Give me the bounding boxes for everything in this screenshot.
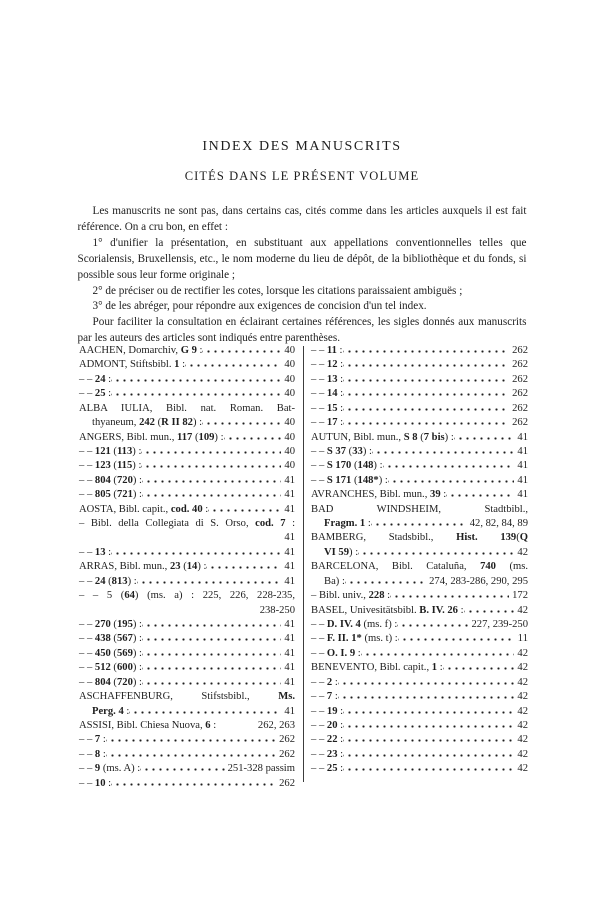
index-line: [79, 676, 295, 690]
index-line: [79, 560, 295, 574]
index-line: [79, 517, 295, 531]
page-number: 42: [517, 676, 528, 688]
page-number: 41: [284, 647, 295, 659]
entry-name: – – 7 :: [79, 734, 106, 746]
index-line: [311, 344, 528, 358]
page-number: 41: [284, 676, 295, 688]
dot-leader: [129, 705, 281, 714]
entry-name: – – 7 :: [311, 691, 338, 703]
dot-leader: [111, 387, 281, 396]
index-line: [311, 632, 528, 646]
dot-leader: [343, 762, 514, 771]
page-number: 11: [517, 633, 528, 645]
page-number: 40: [284, 373, 295, 385]
dot-leader: [142, 676, 281, 685]
page-number: 41: [284, 489, 295, 501]
dot-leader: [390, 589, 509, 598]
dot-leader: [343, 748, 514, 757]
index-line: [79, 474, 295, 488]
page-number: 41: [284, 561, 295, 573]
dot-leader: [142, 474, 281, 483]
index-line: [79, 358, 295, 372]
page-number: 40: [284, 445, 295, 457]
entry-name: – – 10 :: [79, 777, 112, 789]
entry-name: – – 24 :: [79, 373, 112, 385]
dot-leader: [343, 358, 509, 367]
page-number: 262: [279, 734, 295, 746]
dot-leader: [388, 474, 515, 483]
index-line: [79, 402, 295, 416]
entry-name: – – 8 :: [79, 748, 106, 760]
page-number: 262, 263: [257, 719, 295, 731]
index-line: [311, 546, 528, 560]
entry-name: Fragm. 1 :: [324, 518, 371, 530]
index-line: [79, 344, 295, 358]
index-line: [79, 459, 295, 473]
dot-leader: [111, 777, 276, 786]
entry-name: – – F. II. 1* (ms. t) :: [311, 633, 398, 645]
index-column-left: [79, 344, 295, 791]
entry-name: Perg. 4 :: [92, 705, 130, 717]
entry-name: VI 59) :: [324, 546, 359, 558]
page-number: 42: [517, 763, 528, 775]
dot-leader: [141, 445, 281, 454]
index-line: [311, 589, 528, 603]
entry-name: BARCELONA, Bibl. Cataluña, 740 (ms.: [311, 561, 528, 573]
entry-name: – Bibl. della Collegiata di S. Orso, cod. 7 :: [79, 518, 296, 530]
entry-name: AUTUN, Bibl. mun., S 8 (7 bis) :: [311, 431, 454, 443]
page-number: 274, 283-286, 290, 295: [429, 575, 528, 587]
dot-leader: [343, 344, 510, 353]
dot-leader: [343, 387, 509, 396]
page-number: 41: [517, 431, 528, 443]
index-line: [311, 387, 528, 401]
dot-leader: [142, 618, 281, 627]
entry-name: – – 23 :: [311, 748, 344, 760]
index-column-right: [311, 344, 528, 791]
index-line: [79, 661, 295, 675]
index-line: [311, 733, 528, 747]
page-number: 41: [284, 662, 295, 674]
index-line: [79, 589, 295, 603]
intro-paragraph: Pour faciliter la consultation en éclairant certaines références, les sigles donnés aux manuscrits par les auteurs des articles sont indiqués entre parenthèses.: [77, 316, 527, 345]
dot-leader: [338, 676, 515, 685]
page-number: 42: [517, 604, 528, 616]
index-line: [311, 474, 528, 488]
page-number: 251-328 passim: [227, 763, 295, 775]
entry-name: – – 25 :: [311, 763, 344, 775]
dot-leader: [371, 517, 467, 526]
entry-name: ARRAS, Bibl. mun., 23 (14) :: [79, 561, 207, 573]
dot-leader: [454, 431, 515, 440]
column-divider-rule: [303, 346, 304, 782]
page-number: 40: [284, 417, 295, 429]
index-line: [79, 762, 295, 776]
dot-leader: [106, 748, 276, 757]
index-line: [311, 618, 528, 632]
entry-name: BENEVENTO, Bibl. capit., 1 :: [311, 662, 443, 674]
entry-name: – – D. IV. 4 (ms. f) :: [311, 619, 398, 631]
page-number: 42: [517, 734, 528, 746]
entry-name: BASEL, Univesitätsbibl. B. IV. 26 :: [311, 604, 464, 616]
entry-name: – – 438 (567) :: [79, 633, 142, 645]
entry-name: ANGERS, Bibl. mun., 117 (109) :: [79, 431, 224, 443]
page-number: 40: [284, 345, 295, 356]
entry-name: – – 512 (600) :: [79, 662, 142, 674]
index-line: [311, 661, 528, 675]
entry-name: BAD WINDSHEIM, Stadtbibl.,: [311, 503, 528, 515]
page-number: 262: [512, 373, 528, 385]
entry-name: – – 121 (113) :: [79, 445, 142, 457]
dot-leader: [142, 647, 281, 656]
index-line: [311, 358, 528, 372]
page-number: 41: [284, 503, 295, 515]
index-line-page: 41: [284, 532, 295, 544]
entry-name: – – 5 (64) (ms. a) : 225, 226, 228-235,: [79, 590, 295, 602]
dot-leader: [137, 575, 282, 584]
entry-name: – – 20 :: [311, 719, 344, 731]
page-number: 41: [284, 575, 295, 587]
page-number: 41: [517, 474, 528, 486]
entry-name: – – 2 :: [311, 676, 338, 688]
index-line: [79, 647, 295, 661]
dot-leader: [464, 604, 515, 613]
dot-leader: [343, 416, 509, 425]
dot-leader: [343, 733, 514, 742]
index-line: [79, 690, 295, 704]
index-line: [311, 690, 528, 704]
page-number: 40: [284, 359, 295, 371]
dot-leader: [206, 560, 281, 569]
dot-leader: [106, 733, 276, 742]
dot-leader: [338, 690, 515, 699]
intro-paragraph: 3° de les abréger, pour répondre aux exigences de concision d'un tel index.: [92, 300, 427, 313]
page-number: 42, 82, 84, 89: [469, 518, 528, 530]
entry-name: – – 123 (115) :: [79, 460, 142, 472]
dot-leader: [142, 632, 281, 641]
dot-leader: [111, 373, 281, 382]
index-line: [311, 719, 528, 733]
index-line: [311, 517, 528, 531]
entry-name: – – S 170 (148) :: [311, 460, 383, 472]
page-number: 42: [517, 546, 528, 558]
page-number: 227, 239-250: [471, 619, 528, 631]
page-number: 41: [284, 474, 295, 486]
dot-leader: [111, 546, 281, 555]
entry-name: – – 11 :: [311, 345, 343, 356]
dot-leader: [140, 762, 224, 771]
dot-leader: [383, 459, 515, 468]
entry-name: – – 15 :: [311, 402, 344, 414]
entry-name: – – 804 (720) :: [79, 676, 142, 688]
entry-name: – – 19 :: [311, 705, 344, 717]
intro-paragraph: 2° de préciser ou de rectifier les cotes, lorsque les citations paraissaient ambiguës ;: [92, 284, 463, 297]
entry-name: ALBA IULIA, Bibl. nat. Roman. Bat-: [79, 402, 295, 414]
page-number: 41: [284, 546, 295, 558]
page-number: 41: [284, 619, 295, 631]
page-number: 41: [517, 489, 528, 501]
entry-name: ASSISI, Bibl. Chiesa Nuova, 6 :: [79, 719, 217, 731]
dot-leader: [224, 431, 282, 440]
index-line: [311, 676, 528, 690]
index-line: [79, 632, 295, 646]
entry-name: – – 450 (569) :: [79, 647, 142, 659]
dot-leader: [397, 618, 468, 627]
entry-name: – – S 37 (33) :: [311, 445, 372, 457]
page-number: 262: [512, 388, 528, 400]
entry-name: AACHEN, Domarchiv, G 9 :: [79, 345, 203, 356]
index-line-page: 238-250: [259, 604, 295, 616]
entry-name: ADMONT, Stiftsbibl. 1 :: [79, 359, 186, 371]
entry-name: – – 22 :: [311, 734, 344, 746]
index-line: [79, 719, 295, 733]
index-line: [311, 416, 528, 430]
dot-leader: [343, 719, 514, 728]
index-line: [311, 488, 528, 502]
entry-name: ASCHAFFENBURG, Stifstsbibl., Ms.: [79, 691, 295, 703]
index-line: [79, 546, 295, 560]
entry-name: – – 804 (720) :: [79, 474, 142, 486]
intro-paragraph: 1° d'unifier la présentation, en substituant aux appellations conventionnelles telles que Scorialensis, Bruxellensis, etc., le nom moderne du lieu de dépôt, de la bibliothèque et du fonds, si possible sous leur forme originale ;: [77, 236, 527, 281]
index-line: [311, 373, 528, 387]
entry-name: – Bibl. univ., 228 :: [311, 590, 391, 602]
page-number: 42: [517, 719, 528, 731]
dot-leader: [372, 445, 514, 454]
dot-leader: [185, 358, 281, 367]
index-line: [311, 531, 528, 545]
entry-name: – – 805 (721) :: [79, 489, 142, 501]
dot-leader: [343, 402, 509, 411]
index-line: [79, 373, 295, 387]
dot-leader: [141, 459, 281, 468]
index-line: [79, 445, 295, 459]
dot-leader: [358, 546, 514, 555]
entry-name: – – 25 :: [79, 388, 112, 400]
manuscript-index: [79, 344, 529, 791]
page-number: 42: [517, 662, 528, 674]
page-number: 41: [284, 633, 295, 645]
dot-leader: [142, 488, 281, 497]
page-number: 262: [512, 417, 528, 429]
intro-paragraphs: [78, 204, 527, 347]
index-line: [79, 416, 295, 430]
entry-name: – – 270 (195) :: [79, 619, 142, 631]
entry-name: – – 13 :: [79, 546, 112, 558]
entry-name: – – O. I. 9 :: [311, 647, 361, 659]
dot-leader: [216, 719, 255, 728]
page-number: 42: [517, 647, 528, 659]
page-number: 40: [284, 460, 295, 472]
page-title: INDEX DES MANUSCRITS: [202, 139, 402, 154]
index-line: [311, 575, 528, 589]
index-line: [79, 503, 295, 517]
index-line: [311, 459, 528, 473]
index-line: [311, 705, 528, 719]
dot-leader: [343, 373, 509, 382]
intro-paragraph: Les manuscrits ne sont pas, dans certains cas, cités comme dans les articles auxquels il est fait référence. On a cru bon, en effet :: [77, 205, 527, 233]
index-line: [79, 777, 295, 791]
page-number: 262: [279, 777, 295, 789]
dot-leader: [443, 661, 515, 670]
entry-name: – – 9 (ms. A) :: [79, 763, 141, 775]
entry-name: Ba) :: [324, 575, 345, 587]
page-number: 40: [284, 388, 295, 400]
entry-name: AVRANCHES, Bibl. mun., 39 :: [311, 489, 447, 501]
index-line: [79, 387, 295, 401]
dot-leader: [361, 647, 515, 656]
page-number: 42: [517, 705, 528, 717]
entry-name: thyaneum, 242 (R II 82) :: [92, 417, 203, 429]
index-line: [79, 748, 295, 762]
entry-name: – – 13 :: [311, 373, 344, 385]
entry-name: – – 14 :: [311, 388, 344, 400]
page-number: 42: [517, 748, 528, 760]
index-line: [79, 618, 295, 632]
dot-leader: [142, 661, 281, 670]
entry-name: – – 24 (813) :: [79, 575, 137, 587]
index-line: [311, 762, 528, 776]
index-line: [311, 748, 528, 762]
index-line: [311, 402, 528, 416]
page-number: 172: [512, 590, 528, 602]
page-subtitle: CITÉS DANS LE PRÉSENT VOLUME: [184, 169, 420, 183]
page-number: 41: [284, 705, 295, 717]
page-number: 41: [517, 445, 528, 457]
entry-name: – – S 171 (148*) :: [311, 474, 388, 486]
dot-leader: [345, 575, 426, 584]
dot-leader: [398, 632, 515, 641]
entry-name: AOSTA, Bibl. capit., cod. 40 :: [79, 503, 209, 515]
index-line: [79, 733, 295, 747]
page-number: 262: [512, 402, 528, 414]
index-line: [311, 431, 528, 445]
index-line: [311, 445, 528, 459]
page-number: 41: [517, 460, 528, 472]
page-number: 42: [517, 691, 528, 703]
index-line: [79, 431, 295, 445]
page-number: 262: [512, 359, 528, 371]
dot-leader: [446, 488, 514, 497]
dot-leader: [202, 344, 281, 353]
index-line: [311, 560, 528, 574]
entry-name: BAMBERG, Stadsbibl., Hist. 139(Q: [311, 532, 528, 544]
page-number: 40: [284, 431, 295, 443]
index-line: [79, 488, 295, 502]
entry-name: – – 12 :: [311, 359, 344, 371]
index-line: [79, 705, 295, 719]
page-number: 262: [279, 748, 295, 760]
index-line: [311, 503, 528, 517]
page-number: 262: [512, 345, 528, 356]
dot-leader: [343, 705, 514, 714]
dot-leader: [202, 416, 281, 425]
entry-name: – – 17 :: [311, 417, 344, 429]
index-line: [311, 604, 528, 618]
dot-leader: [208, 503, 281, 512]
index-line: [79, 575, 295, 589]
index-line: [311, 647, 528, 661]
